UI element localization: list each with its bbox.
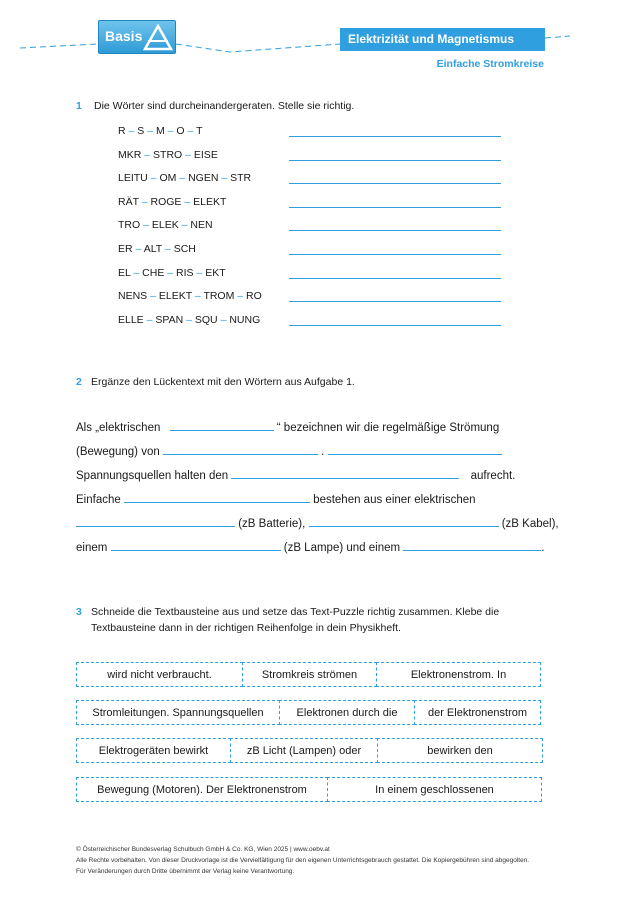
puzzle-piece[interactable]: bewirken den [377, 738, 543, 763]
scrambled-word [118, 219, 213, 231]
footer-disclaimer: Für Veränderungen durch Dritte übernimmt der Verlag keine Verantwortung. [76, 868, 295, 875]
cloze-text: “ bezeichnen wir die regelmäßige Strömung [276, 422, 500, 434]
word-fragment: NUNG [229, 313, 261, 326]
word-fragment: EISE [193, 148, 218, 161]
cloze-text: . [321, 446, 325, 458]
word-fragment: ELEKT [193, 195, 227, 208]
dash-separator: – [144, 125, 156, 137]
gap-field[interactable] [231, 466, 459, 479]
cloze-line-4 [76, 490, 476, 506]
answer-line[interactable] [289, 254, 501, 255]
answer-line[interactable] [289, 160, 501, 161]
answer-line[interactable] [289, 325, 501, 326]
cloze-line-2 [76, 442, 502, 458]
gap-field[interactable] [328, 442, 502, 455]
dash-separator: – [176, 172, 189, 185]
cloze-line-5 [76, 514, 559, 530]
puzzle-row [76, 700, 540, 725]
dash-separator: – [191, 290, 204, 303]
dash-separator: – [162, 243, 174, 255]
word-fragment: RÄT [118, 195, 139, 208]
gap-field[interactable] [76, 514, 235, 527]
answer-line[interactable] [289, 207, 501, 208]
word-fragment: SCH [173, 243, 196, 255]
puzzle-piece[interactable]: Elektronen durch die [279, 700, 415, 725]
word-fragment: NENS [118, 290, 148, 303]
dash-separator: – [234, 290, 247, 303]
answer-line[interactable] [289, 183, 501, 184]
gap-field[interactable] [403, 538, 541, 551]
word-fragment: RO [246, 290, 262, 303]
task2-number: 2 [76, 376, 82, 388]
triangle-logo-icon [143, 24, 173, 51]
word-fragment: EKT [205, 266, 226, 279]
word-fragment: O [176, 125, 185, 137]
cloze-line-1 [76, 418, 499, 434]
gap-field[interactable] [124, 490, 310, 503]
task2-instruction: Ergänze den Lückentext mit den Wörtern aus Aufgabe 1. [91, 376, 355, 388]
word-fragment: ELLE [118, 313, 144, 326]
word-fragment: M [155, 125, 165, 137]
dash-separator: – [132, 243, 144, 255]
puzzle-piece[interactable]: wird nicht verbraucht. [76, 662, 243, 687]
task1-instruction: Die Wörter sind durcheinandergeraten. Stelle sie richtig. [94, 100, 355, 112]
cloze-text: Als „elektrischen [76, 422, 161, 434]
scrambled-word [118, 290, 262, 302]
answer-line[interactable] [289, 301, 501, 302]
puzzle-row [76, 777, 541, 802]
dash-separator: – [138, 195, 151, 208]
cloze-text: Einfache [76, 494, 121, 506]
cloze-text: einem [76, 542, 108, 554]
cloze-line-3 [76, 466, 515, 482]
word-fragment: RIS [176, 266, 194, 279]
scrambled-word [118, 267, 226, 279]
word-fragment: EL [118, 266, 131, 279]
task3-number: 3 [76, 606, 82, 618]
dash-separator: – [182, 148, 194, 161]
gap-field[interactable] [111, 538, 281, 551]
task3-instruction-line-1: Schneide die Textbausteine aus und setze das Text-Puzzle richtig zusammen. Klebe die [91, 606, 500, 618]
dash-separator: – [141, 148, 154, 161]
dash-separator: – [140, 219, 152, 232]
word-fragment: CHE [142, 266, 165, 279]
cloze-text: bestehen aus einer elektrischen [313, 494, 476, 506]
puzzle-piece[interactable]: In einem geschlossenen [327, 777, 542, 802]
word-fragment: TRO [118, 219, 141, 232]
dash-separator: – [218, 172, 231, 185]
dash-separator: – [164, 125, 177, 137]
gap-field[interactable] [170, 418, 274, 431]
answer-line[interactable] [289, 278, 501, 279]
dash-separator: – [217, 313, 230, 326]
logo-label: Basis [105, 28, 143, 44]
dash-separator: – [147, 290, 159, 303]
word-fragment: STRO [153, 148, 183, 161]
answer-line[interactable] [289, 136, 501, 137]
dash-separator: – [143, 313, 156, 326]
dash-separator: – [183, 313, 195, 326]
cloze-text: (zB Batterie), [238, 518, 306, 530]
word-fragment: S [137, 125, 145, 137]
word-fragment: ROGE [150, 195, 182, 208]
task1-number: 1 [76, 100, 82, 112]
page-subtitle: Einfache Stromkreise [436, 58, 544, 70]
word-fragment: R [118, 125, 126, 137]
cloze-text: (zB Lampe) und einem [283, 542, 401, 554]
cloze-text: (zB Kabel), [501, 518, 559, 530]
word-fragment: NGEN [188, 172, 219, 185]
task3-instruction-line-2: Textbausteine dann in der richtigen Reihenfolge in dein Physikheft. [91, 622, 401, 634]
scrambled-word [118, 172, 251, 184]
puzzle-piece[interactable]: Bewegung (Motoren). Der Elektronenstrom [76, 777, 328, 802]
word-fragment: OM [159, 172, 177, 185]
scrambled-word [118, 125, 203, 137]
dash-separator: – [193, 266, 206, 279]
puzzle-row [76, 662, 540, 687]
word-fragment: SQU [194, 313, 218, 326]
word-fragment: T [196, 125, 203, 137]
footer [76, 844, 529, 877]
cloze-text: Spannungsquellen halten den [76, 470, 229, 482]
cloze-line-6 [76, 538, 544, 554]
word-fragment: ALT [143, 243, 162, 255]
cloze-text: (Bewegung) von [76, 446, 160, 458]
puzzle-piece[interactable]: Stromkreis strömen [242, 662, 377, 687]
footer-copyright: © Österreichischer Bundesverlag Schulbuch GmbH & Co. KG, Wien 2025 | www.oebv.at [76, 846, 330, 853]
scrambled-word [118, 243, 196, 255]
dash-separator: – [147, 172, 160, 185]
scrambled-word [118, 196, 226, 208]
scrambled-word [118, 149, 218, 161]
cloze-text: . [541, 542, 545, 554]
word-fragment: ER [118, 243, 133, 255]
dash-separator: – [130, 266, 143, 279]
puzzle-piece[interactable]: Elektrogeräten bewirkt [76, 738, 231, 763]
puzzle-piece[interactable]: Elektronenstrom. In [376, 662, 541, 687]
word-fragment: TROM [203, 290, 235, 303]
word-fragment: ELEKT [158, 290, 192, 303]
answer-line[interactable] [289, 230, 501, 231]
dash-separator: – [184, 125, 197, 137]
word-fragment: STR [230, 172, 252, 185]
word-fragment: MKR [118, 148, 142, 161]
cloze-text: aufrecht. [470, 470, 516, 482]
word-fragment: LEITU [118, 172, 148, 185]
gap-field[interactable] [163, 442, 318, 455]
puzzle-piece[interactable]: zB Licht (Lampen) oder [230, 738, 378, 763]
dash-separator: – [178, 219, 191, 232]
word-fragment: NEN [190, 219, 213, 232]
scrambled-word [118, 314, 260, 326]
dash-separator: – [164, 266, 177, 279]
chapter-banner: Elektrizität und Magnetismus [340, 28, 545, 51]
word-fragment: SPAN [155, 313, 184, 326]
gap-field[interactable] [309, 514, 499, 527]
footer-rights: Alle Rechte vorbehalten. Von dieser Druckvorlage ist die Vervielfältigung für den eigenen Unterrichtsgebrauch gestattet. Die Kopiergebühren sind abgegolten. [76, 857, 530, 864]
basis-logo [98, 20, 176, 54]
puzzle-row [76, 738, 542, 763]
dash-separator: – [181, 195, 194, 208]
word-fragment: ELEK [151, 219, 179, 232]
puzzle-piece[interactable]: der Elektronenstrom [414, 700, 541, 725]
puzzle-piece[interactable]: Stromleitungen. Spannungsquellen [76, 700, 280, 725]
dash-separator: – [125, 125, 138, 137]
